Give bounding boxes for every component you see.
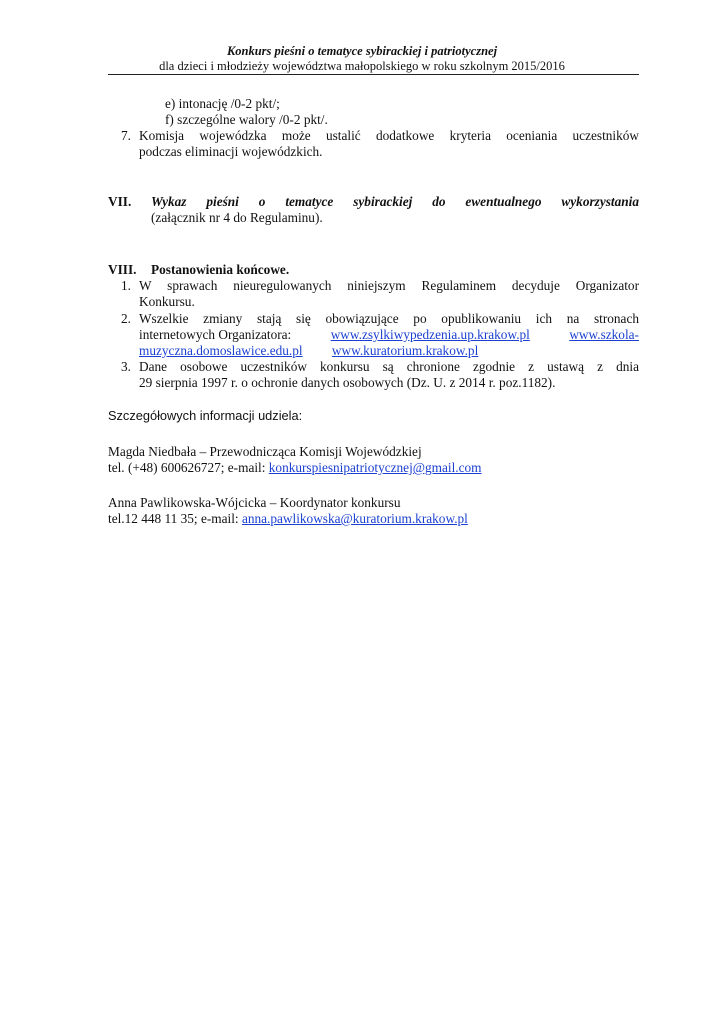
- provision-2-line3: [139, 343, 478, 359]
- provision-2-text: internetowych Organizatora:: [139, 327, 292, 342]
- header-divider: [108, 74, 639, 75]
- contact-2-tel: tel.12 448 11 35; e-mail:: [108, 511, 242, 526]
- section-number: VII.: [108, 194, 132, 209]
- section-8-title: Postanowienia końcowe.: [151, 262, 290, 277]
- contact-1-email-link[interactable]: konkurspiesnipatriotycznej@gmail.com: [268, 460, 482, 475]
- contact-2-details: [108, 511, 468, 527]
- contact-1-name: Magda Niedbała – Przewodnicząca Komisji Wojewódzkiej: [108, 444, 422, 459]
- section-7-note: (załącznik nr 4 do Regulaminu).: [151, 210, 323, 225]
- document-header-title: Konkurs pieśni o tematyce sybirackiej i patriotycznej: [226, 44, 498, 58]
- link-zsylki[interactable]: www.zsylkiwypedzenia.up.krakow.pl: [330, 327, 530, 342]
- provision-3-line1: Dane osobowe uczestników konkursu są chronione zgodnie z ustawą z dnia: [139, 359, 639, 374]
- criterion-e: e) intonację /0-2 pkt/;: [165, 96, 280, 111]
- section-number: VIII.: [108, 262, 137, 277]
- criterion-7-line2: podczas eliminacji wojewódzkich.: [139, 144, 323, 159]
- contact-1-details: [108, 460, 482, 476]
- list-number: 7.: [121, 128, 131, 143]
- contact-2-name: Anna Pawlikowska-Wójcicka – Koordynator konkursu: [108, 495, 401, 510]
- provision-2-line2: [139, 327, 639, 343]
- link-szkola-muzyczna-cont[interactable]: muzyczna.domoslawice.edu.pl: [139, 343, 303, 358]
- provision-3-line2: 29 sierpnia 1997 r. o ochronie danych osobowych (Dz. U. z 2014 r. poz.1182).: [139, 375, 556, 390]
- list-number: 1.: [121, 278, 131, 293]
- contact-2-email-link[interactable]: anna.pawlikowska@kuratorium.krakow.pl: [241, 511, 468, 526]
- info-intro: Szczegółowych informacji udziela:: [108, 408, 303, 423]
- section-7-title: Wykaz pieśni o tematyce sybirackiej do ewentualnego wykorzystania: [151, 194, 639, 209]
- contact-1-tel: tel. (+48) 600626727; e-mail:: [108, 460, 269, 475]
- list-number: 3.: [121, 359, 131, 374]
- link-kuratorium[interactable]: www.kuratorium.krakow.pl: [331, 343, 479, 358]
- document-header-subtitle: dla dzieci i młodzieży województwa małopolskiego w roku szkolnym 2015/2016: [159, 59, 565, 73]
- link-szkola-muzyczna[interactable]: www.szkola-: [569, 327, 639, 342]
- provision-2-line1: Wszelkie zmiany stają się obowiązujące po opublikowaniu ich na stronach: [139, 311, 639, 326]
- criterion-7-line1: Komisja wojewódzka może ustalić dodatkowe kryteria oceniania uczestników: [139, 128, 639, 143]
- criterion-f: f) szczególne walory /0-2 pkt/.: [165, 112, 328, 127]
- provision-1-line2: Konkursu.: [139, 294, 195, 309]
- list-number: 2.: [121, 311, 131, 326]
- provision-1-line1: W sprawach nieuregulowanych niniejszym Regulaminem decyduje Organizator: [139, 278, 639, 293]
